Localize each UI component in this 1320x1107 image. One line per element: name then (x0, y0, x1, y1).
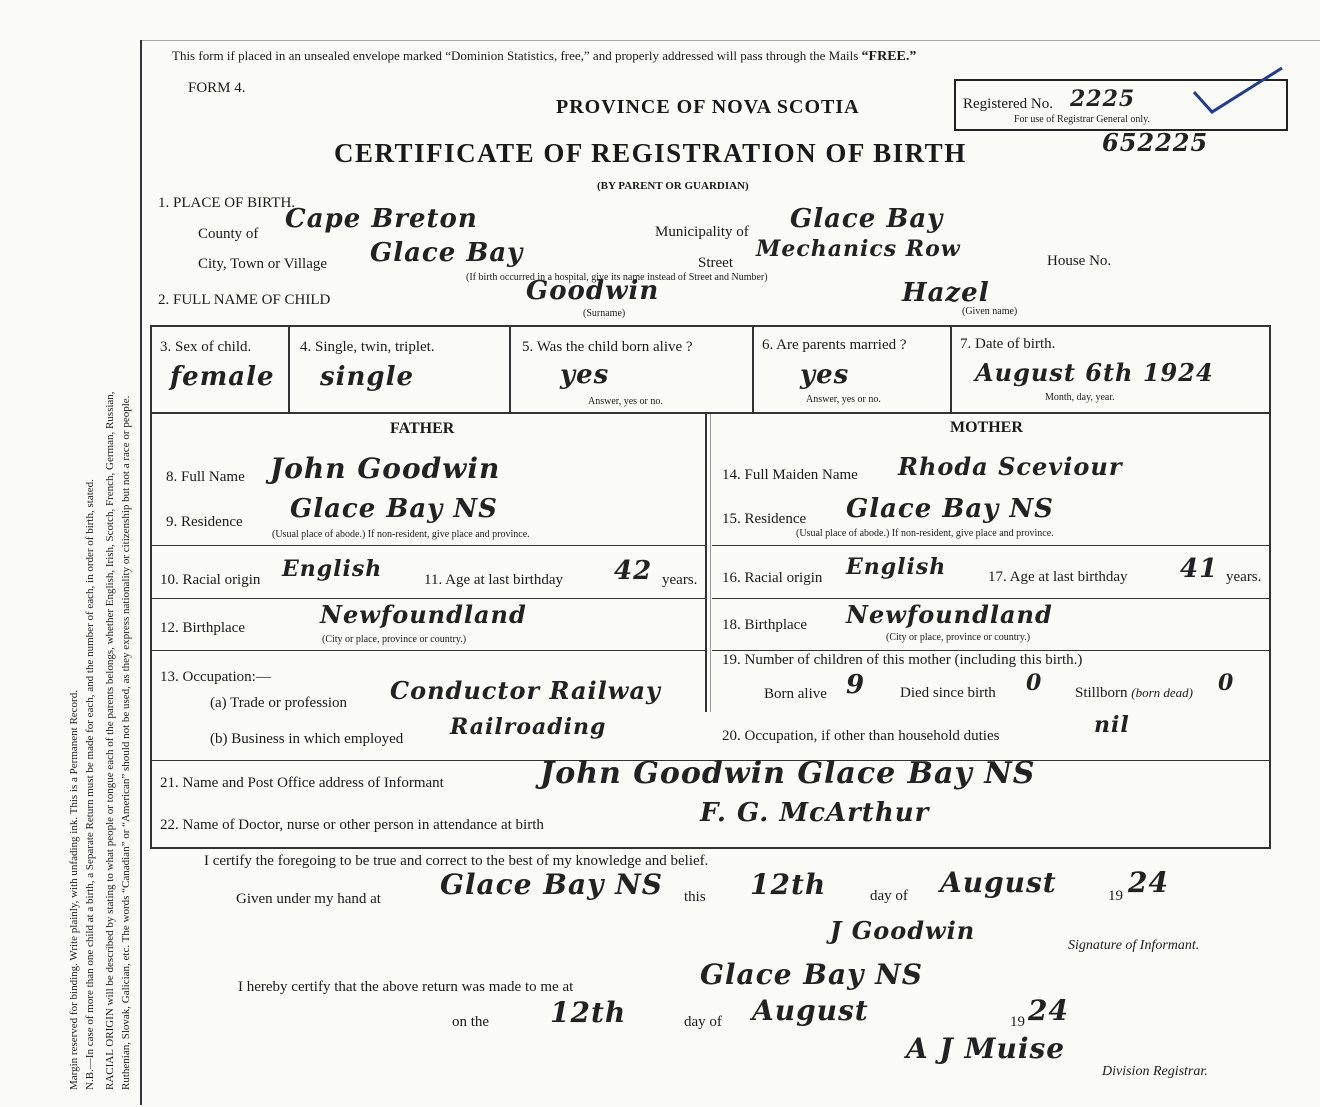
died-since-birth-value: 0 (1026, 670, 1043, 696)
stillborn-note: (born dead) (1131, 685, 1194, 700)
informant-value: John Goodwin Glace Bay NS (540, 756, 1036, 791)
born-alive-label: 5. Was the child born alive ? (522, 339, 693, 355)
registered-label: Registered No. (963, 96, 1053, 112)
mother-residence-label: 15. Residence (722, 511, 807, 527)
return-month-value: August (752, 994, 869, 1027)
informant-label: 21. Name and Post Office address of Informant (160, 775, 444, 791)
municipality-label: Municipality of (655, 224, 749, 240)
father-rule-1 (152, 545, 705, 546)
given-month-value: August (940, 866, 1057, 899)
mother-name-value: Rhoda Sceviour (898, 452, 1123, 481)
stillborn-label (1075, 685, 1193, 702)
parents-married-value: yes (800, 360, 850, 390)
registered-number: 2225 (1070, 86, 1136, 112)
registrar-only-note: For use of Registrar General only. (1014, 114, 1150, 125)
parents-center-rule (705, 412, 707, 712)
mother-racial-label: 16. Racial origin (722, 570, 823, 586)
city-label: City, Town or Village (198, 256, 328, 272)
trade-value: Conductor Railway (390, 676, 661, 705)
surname-note: (Surname) (583, 308, 626, 319)
return-year-value: 24 (1028, 994, 1069, 1027)
return-label: I hereby certify that the above return was made to me at (238, 979, 574, 995)
children-count-label: 19. Number of children of this mother (including this birth.) (722, 652, 1083, 668)
father-rule-2 (152, 598, 705, 599)
born-alive-value: yes (560, 360, 610, 390)
row3-left-rule (150, 325, 152, 415)
blue-checkmark-icon (1190, 62, 1290, 122)
row3-right-rule (1269, 325, 1271, 415)
province-heading: PROVINCE OF NOVA SCOTIA (556, 96, 860, 118)
given-name-value: Hazel (902, 278, 990, 308)
margin-note-multiple-births: N.B.—In case of more than one child at a birth, a Separate Return must be made for each, and the number of each, in order of birth, stated. (84, 479, 96, 1090)
parents-left-rule (150, 412, 152, 849)
doctor-value: F. G. McArthur (700, 798, 930, 828)
mail-notice: This form if placed in an unsealed envelope marked “Dominion Statistics, free,” and properly addressed will pass through the Mails “FREE.” (172, 48, 917, 64)
date-of-birth-note: Month, day, year. (1045, 392, 1115, 403)
mother-residence-note: (Usual place of abode.) If non-resident, give place and province. (796, 528, 1054, 539)
mother-rule-2 (712, 598, 1269, 599)
father-rule-3 (152, 650, 705, 651)
on-the-label: on the (452, 1014, 490, 1030)
parents-married-label: 6. Are parents married ? (762, 337, 907, 353)
margin-note-racial-origin: RACIAL ORIGIN will be described by stating to what people or tongue each of the parents belongs, whether English, Irish, Scotch, French, German, Russian, (104, 391, 116, 1090)
certification-statement: I certify the foregoing to be true and correct to the best of my knowledge and belief. (204, 853, 709, 869)
given-name-note: (Given name) (962, 306, 1018, 317)
given-under-label: Given under my hand at (236, 891, 381, 907)
father-name-value: John Goodwin (270, 452, 501, 485)
mother-age-value: 41 (1180, 554, 1219, 584)
registrar-signature: A J Muise (906, 1032, 1066, 1065)
county-value: Cape Breton (285, 204, 478, 234)
registrar-caption: Division Registrar. (1102, 1064, 1208, 1079)
mother-occupation-label: 20. Occupation, if other than household duties (722, 728, 1000, 744)
mother-age-label: 17. Age at last birthday (988, 569, 1128, 585)
row3-divider-1 (288, 325, 290, 413)
informant-signature-caption: Signature of Informant. (1068, 938, 1200, 953)
father-birthplace-value: Newfoundland (320, 600, 527, 629)
form-left-border (140, 40, 142, 1105)
row3-divider-4 (950, 325, 952, 413)
hospital-note: (If birth occurred in a hospital, give its name instead of Street and Number) (466, 272, 768, 283)
mother-birthplace-label: 18. Birthplace (722, 617, 807, 633)
street-label: Street (698, 255, 733, 271)
sex-label: 3. Sex of child. (160, 339, 252, 355)
born-alive-note: Answer, yes or no. (588, 396, 663, 407)
return-place-value: Glace Bay NS (700, 958, 923, 991)
mother-racial-value: English (846, 554, 947, 580)
stillborn-word: Stillborn (1075, 685, 1128, 701)
margin-note-binding: Margin reserved for binding. Write plainly, with unfading ink. This is a Permanent Record. (68, 690, 80, 1090)
mother-residence-value: Glace Bay NS (846, 494, 1054, 524)
row3-top-rule (150, 325, 1270, 327)
stamp-number: 652225 (1102, 128, 1209, 157)
date-of-birth-label: 7. Date of birth. (960, 336, 1056, 352)
doctor-label: 22. Name of Doctor, nurse or other person in attendance at birth (160, 817, 544, 833)
father-age-value: 42 (614, 556, 653, 586)
father-residence-value: Glace Bay NS (290, 494, 498, 524)
father-age-label: 11. Age at last birthday (424, 572, 563, 588)
parents-bottom-rule (150, 847, 1270, 849)
father-heading: FATHER (390, 420, 455, 437)
mother-age-unit: years. (1226, 569, 1262, 585)
form-number: FORM 4. (188, 80, 246, 96)
margin-note-racial-origin-2: Ruthenian, Slovak, Galician, etc. The words “Canadian” or “American” should not be used, as they express nationality or citizenship but not a race or people. (120, 395, 132, 1090)
street-value: Mechanics Row (756, 236, 961, 262)
father-birthplace-label: 12. Birthplace (160, 620, 245, 636)
form-top-border (140, 40, 1320, 41)
died-since-birth-label: Died since birth (900, 685, 996, 701)
single-twin-label: 4. Single, twin, triplet. (300, 339, 435, 355)
single-twin-value: single (320, 362, 415, 392)
mother-heading: MOTHER (950, 419, 1023, 436)
parents-married-note: Answer, yes or no. (806, 394, 881, 405)
county-label: County of (198, 226, 259, 242)
mother-rule-3 (712, 650, 1269, 651)
father-residence-note: (Usual place of abode.) If non-resident, give place and province. (272, 529, 530, 540)
given-year-prefix: 19 (1108, 888, 1123, 904)
return-year-prefix: 19 (1010, 1014, 1025, 1030)
page-title: CERTIFICATE OF REGISTRATION OF BIRTH (334, 138, 967, 168)
place-of-birth-label: 1. PLACE OF BIRTH. (158, 195, 296, 211)
father-residence-label: 9. Residence (166, 514, 243, 530)
parents-right-rule (1269, 412, 1271, 849)
mother-occupation-value: nil (1094, 712, 1130, 738)
parents-center-rule-2 (710, 412, 711, 712)
born-alive-count-label: Born alive (764, 686, 827, 702)
return-day-value: 12th (550, 996, 627, 1029)
surname-value: Goodwin (526, 276, 660, 306)
full-name-label: 2. FULL NAME OF CHILD (158, 292, 331, 308)
father-name-label: 8. Full Name (166, 469, 245, 485)
municipality-value: Glace Bay (790, 204, 944, 234)
mother-name-label: 14. Full Maiden Name (722, 467, 858, 483)
informant-signature: J Goodwin (830, 916, 976, 945)
business-label: (b) Business in which employed (210, 731, 404, 747)
father-birthplace-note: (City or place, province or country.) (322, 634, 467, 645)
occupation-label: 13. Occupation:— (160, 669, 271, 685)
day-of-label: day of (870, 888, 908, 904)
date-of-birth-value: August 6th 1924 (975, 358, 1214, 387)
row3-divider-3 (752, 325, 754, 413)
father-racial-label: 10. Racial origin (160, 572, 261, 588)
sex-value: female (170, 362, 275, 392)
father-racial-value: English (282, 556, 383, 582)
business-value: Railroading (450, 714, 607, 740)
mother-birthplace-value: Newfoundland (846, 600, 1053, 629)
house-number-label: House No. (1047, 253, 1112, 269)
stillborn-value: 0 (1218, 670, 1235, 696)
given-day-value: 12th (750, 868, 827, 901)
mother-birthplace-note: (City or place, province or country.) (886, 632, 1031, 643)
mother-rule-1 (712, 545, 1269, 546)
father-age-unit: years. (662, 572, 698, 588)
trade-label: (a) Trade or profession (210, 695, 348, 711)
this-label: this (684, 889, 706, 905)
day-of-label-2: day of (684, 1014, 722, 1030)
given-place-value: Glace Bay NS (440, 868, 663, 901)
city-value: Glace Bay (370, 238, 524, 268)
row3-divider-2 (509, 325, 511, 413)
born-alive-count-value: 9 (846, 670, 866, 700)
given-year-value: 24 (1128, 866, 1169, 899)
page-subtitle: (BY PARENT OR GUARDIAN) (597, 180, 749, 192)
